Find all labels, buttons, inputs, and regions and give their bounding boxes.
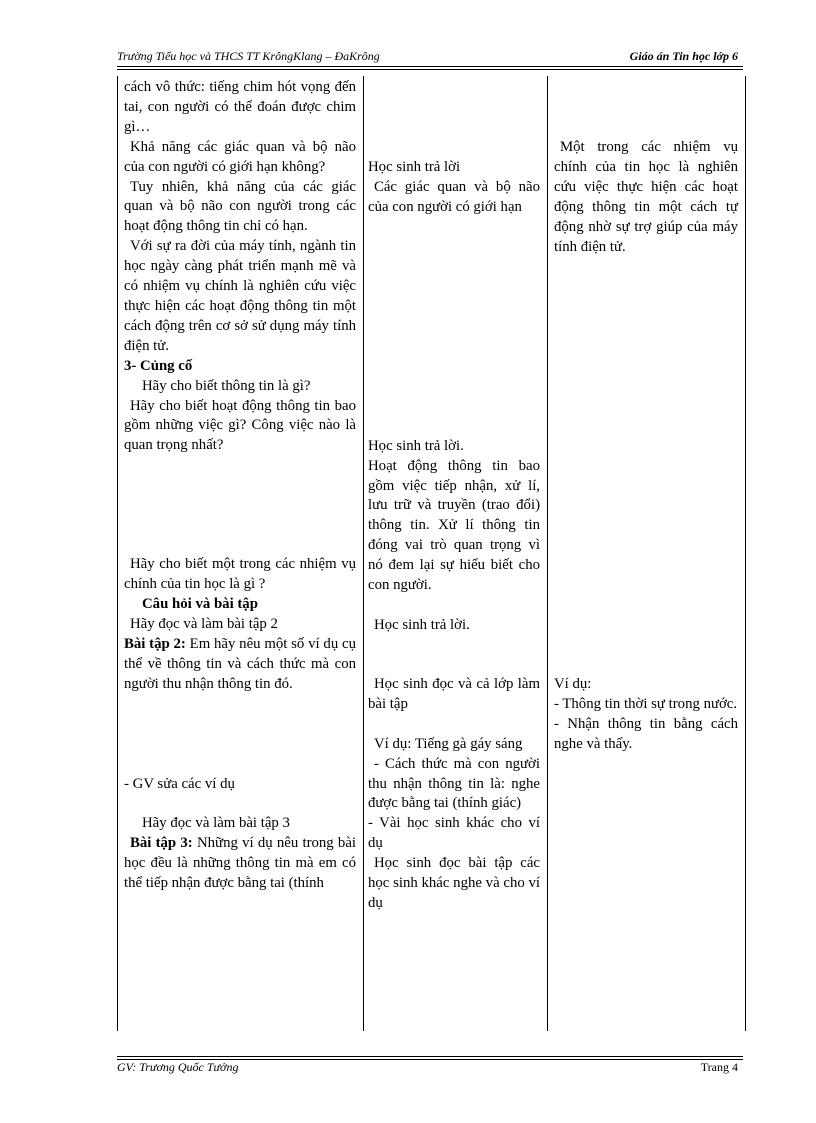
exercise-3-text: Những ví dụ nêu trong bài học đều là những thông tin mà em có thể tiếp nhận được bằng tai (thính bbox=[124, 835, 356, 892]
instruction-paragraph: Hãy đọc và làm bài tập 2 bbox=[130, 615, 278, 632]
text-paragraph: - GV sửa các ví dụ bbox=[124, 775, 235, 792]
answer-paragraph: Học sinh trả lời bbox=[368, 159, 461, 175]
lesson-plan-title: Giáo án Tin học lớp 6 bbox=[629, 49, 738, 63]
text-paragraph: Tuy nhiên, khả năng của các giác quan và bộ não con người trong các hoạt động thông tin chỉ có hạn. bbox=[124, 178, 356, 235]
instruction-paragraph: Hãy đọc và làm bài tập 3 bbox=[142, 815, 290, 832]
answer-paragraph: Các giác quan và bộ não của con người có giới hạn bbox=[368, 178, 540, 215]
page-footer bbox=[117, 1060, 740, 1076]
text-paragraph: Với sự ra đời của máy tính, ngành tin học ngày càng phát triển mạnh mẽ và có nhiệm vụ chính là nghiên cứu việc thực hiện các hoạt động thông tin một cách động trên cơ sở sử dụng máy tính điện tử. bbox=[124, 238, 356, 354]
answer-paragraph: Học sinh đọc và cả lớp làm bài tập bbox=[368, 675, 540, 712]
section-heading-exercises: Câu hỏi và bài tập bbox=[142, 596, 258, 613]
answer-paragraph: - Cách thức mà con người thu nhận thông tin là: nghe được bằng tai (thính giác) bbox=[368, 755, 540, 812]
content-column bbox=[554, 78, 738, 755]
question-paragraph: Hãy cho biết một trong các nhiệm vụ chính của tin học là gì ? bbox=[124, 556, 356, 593]
lesson-table bbox=[117, 76, 746, 1031]
column-divider-2 bbox=[547, 76, 548, 1031]
exercise-2-paragraph bbox=[124, 635, 356, 695]
content-paragraph: - Nhận thông tin bằng cách nghe và thấy. bbox=[554, 716, 738, 753]
page-number: Trang 4 bbox=[700, 1060, 738, 1074]
answer-paragraph: Ví dụ: Tiếng gà gáy sáng bbox=[374, 735, 523, 752]
question-paragraph: Hãy cho biết hoạt động thông tin bao gồm những việc gì? Công việc nào là quan trọng nhất? bbox=[124, 397, 356, 454]
content-paragraph: Ví dụ: bbox=[554, 676, 592, 693]
content-paragraph: - Thông tin thời sự trong nước. bbox=[554, 696, 738, 713]
exercise-3-label: Bài tập 3: bbox=[130, 835, 193, 852]
exercise-2-text: Em hãy nêu một số ví dụ cụ thể về thông tin và cách thức mà con người thu nhận thông tin đó. bbox=[124, 635, 356, 692]
header-rule-thick bbox=[117, 66, 743, 67]
question-paragraph: Hãy cho biết thông tin là gì? bbox=[142, 377, 311, 394]
answer-paragraph: Học sinh trả lời. bbox=[368, 437, 464, 454]
page-header bbox=[117, 49, 740, 65]
answer-paragraph: Học sinh trả lời. bbox=[374, 616, 470, 633]
text-paragraph: cách vô thức: tiếng chim hót vọng đến tai, con người có thể đoán được chim gì… bbox=[124, 79, 356, 135]
column-divider-1 bbox=[363, 76, 364, 1031]
footer-rule-thin bbox=[117, 1056, 743, 1057]
question-paragraph: Khả năng các giác quan và bộ não của con người có giới hạn không? bbox=[124, 138, 356, 175]
answer-paragraph: Học sinh đọc bài tập các học sinh khác nghe và cho ví dụ bbox=[368, 855, 540, 911]
exercise-3-paragraph bbox=[124, 834, 356, 894]
exercise-2-label: Bài tập 2: bbox=[124, 635, 186, 652]
section-heading-consolidation: 3- Củng cố bbox=[124, 357, 193, 374]
header-rule-thin bbox=[117, 69, 743, 70]
teacher-activity-column bbox=[124, 78, 356, 894]
student-activity-column bbox=[368, 78, 540, 914]
answer-paragraph: Hoạt động thông tin bao gồm việc tiếp nhận, xử lí, lưu trữ và truyền (trao đổi) thông tin. Xử lí thông tin đóng vai trò quan trọng vì nó đem lại sự hiểu biết cho con người. bbox=[368, 457, 540, 594]
answer-paragraph: - Vài học sinh khác cho ví dụ bbox=[368, 815, 540, 852]
school-name: Trường Tiểu học và THCS TT KrôngKlang – ĐaKrông bbox=[117, 49, 380, 63]
teacher-name: GV: Trương Quốc Tưởng bbox=[117, 1060, 239, 1074]
content-paragraph: Một trong các nhiệm vụ chính của tin học là nghiên cứu việc thực hiện các hoạt động thông tin một cách tự động nhờ sự trợ giúp của máy tính điện tử. bbox=[554, 139, 738, 255]
